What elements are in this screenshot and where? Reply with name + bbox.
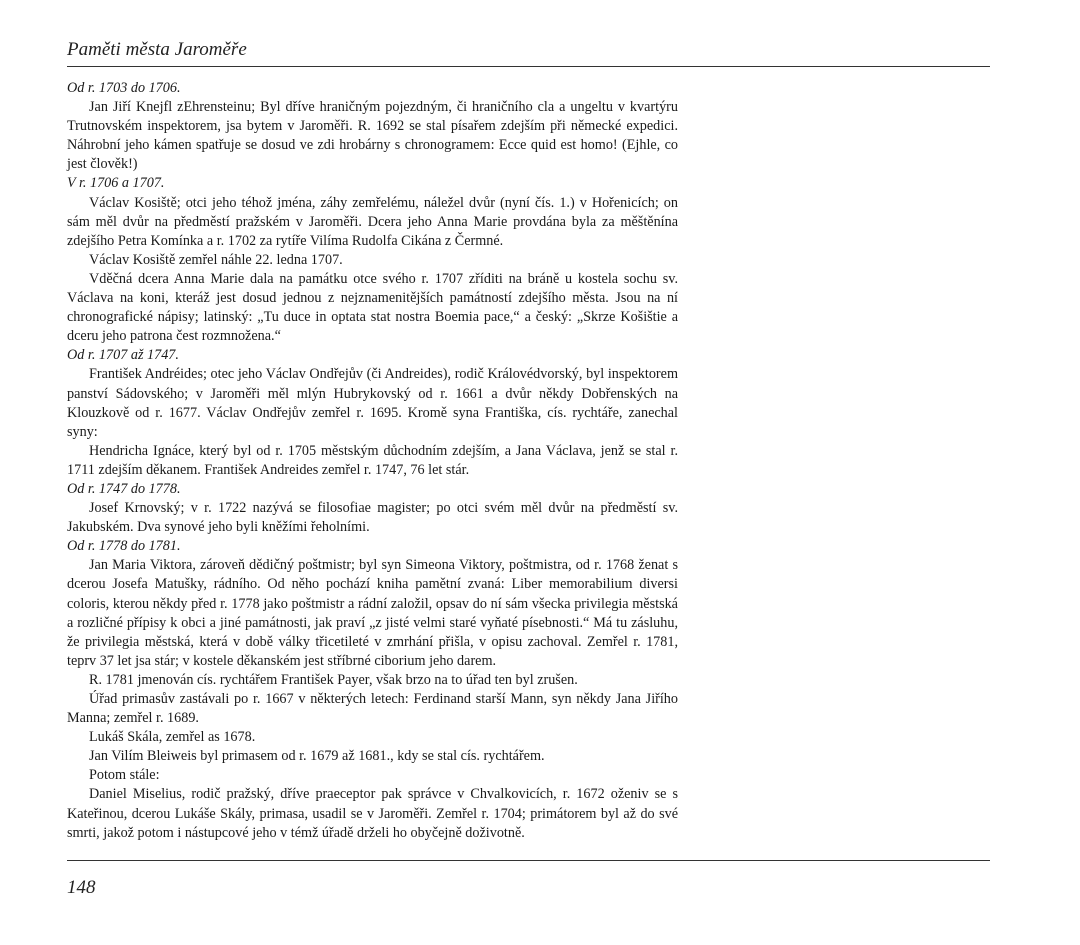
section-heading: Od r. 1703 do 1706. — [67, 80, 181, 96]
body-paragraph: Jan Vilím Bleiweis byl primasem od r. 1679 až 1681., kdy se stal cís. rychtářem. — [89, 748, 545, 765]
body-paragraph: Potom stále: — [89, 767, 160, 784]
body-paragraph: František Andréides; otec jeho Václav Ondřejův (či Andreides), rodič Královédvorský, byl inspektorem panství Sádovského; v Jaroměři měl mlýn Hubrykovský od r. 1661 a dvůr někdy Dobřenských na Klouzkově od r. 1677. Václav Ondřejův zemřel r. 1695. Kromě syna Františka, cís. rychtáře, zanechal syny: — [67, 366, 678, 440]
section-heading: V r. 1706 a 1707. — [67, 175, 165, 192]
page-number: 148 — [67, 877, 96, 898]
body-paragraph: Úřad primasův zastávali po r. 1667 v některých letech: Ferdinand starší Mann, syn někdy Jana Jiřího Manna; zemřel r. 1689. — [67, 691, 678, 727]
body-paragraph: Josef Krnovský; v r. 1722 nazývá se filosofiae magister; po otci svém měl dvůr na předměstí sv. Jakubském. Dva synové jeho byli kněžími řeholními. — [67, 500, 678, 536]
body-paragraph: Daniel Miselius, rodič pražský, dříve praeceptor pak správce v Chvalkovicích, r. 1672 oženiv se s Kateřinou, dcerou Lukáše Skály, primasa, usadil se v Jaroměři. Zemřel r. 1704; primátorem byl až do své smrti, jakož potom i nástupcové jeho v témž úřadě drželi ho obyčejně doživotně. — [67, 786, 678, 841]
section-heading: Od r. 1778 do 1781. — [67, 538, 181, 555]
body-paragraph: Jan Jiří Knejfl zEhrensteinu; Byl dříve hraničným pojezdným, či hraničního cla a ungeltu v kvartýru Trutnovském inspektorem, jsa bytem v Jaroměři. R. 1692 se stal písařem zdejším při německé expedici. Náhrobní jeho kámen spatřuje se dosud ve zdi hrobárny s chronogramem: Ecce quid est homo! (Ejhle, co jest člověk!) — [67, 99, 678, 173]
body-paragraph: Jan Maria Viktora, zároveň dědičný poštmistr; byl syn Simeona Viktory, poštmistra, od r. 1768 ženat s dcerou Josefa Matušky, rádního. Od něho pochází kniha pamětní zvaná: Liber memorabilium diversi coloris, kterou někdy před r. 1778 jako poštmistr a rádní založil, opsav do ní sám všecka privilegia městská a rozličné přípisy k obci a jiné památnosti, jak praví „z jisté velmi staré vyňaté písebnosti.“ Má tu zásluhu, že privilegia městská, která v době války třicetileté v zmrhání přišla, v opisu zachoval. Zemřel r. 1781, teprv 37 let jsa stár; v kostele děkanském jest stříbrné ciborium jeho darem. — [67, 557, 678, 669]
body-paragraph: Hendricha Ignáce, který byl od r. 1705 městským důchodním zdejším, a Jana Václava, jenž se stal r. 1711 zdejším děkanem. František Andreides zemřel r. 1747, 76 let stár. — [67, 442, 678, 478]
footer-rule — [67, 860, 990, 861]
section-heading: Od r. 1707 až 1747. — [67, 347, 179, 364]
body-paragraph: R. 1781 jmenován cís. rychtářem František Payer, však brzo na to úřad ten byl zrušen. — [89, 671, 578, 688]
main-text-block — [67, 79, 678, 843]
body-paragraph: Lukáš Skála, zemřel as 1678. — [89, 729, 256, 746]
header-rule — [67, 66, 990, 67]
section-heading: Od r. 1747 do 1778. — [67, 480, 181, 497]
body-paragraph: Václav Kosiště; otci jeho téhož jména, záhy zemřelému, náležel dvůr (nyní čís. 1.) v Hořenicích; on sám měl dvůr na předměstí pražském v Jaroměři. Dcera jeho Anna Marie provdána byla za měštěnína zdejšího Petra Komínka a r. 1702 za rytíře Vilíma Rudolfa Cikána z Čermné. — [67, 194, 678, 249]
body-paragraph: Vděčná dcera Anna Marie dala na památku otce svého r. 1707 zříditi na bráně u kostela sochu sv. Václava na koni, kteráž jest dosud jednou z nejznamenitějších památností zdejšího města. Jsou na ní chronografické nápisy; latinský: „Tu duce in optata stat nostra Boemia pace,“ a český: „Skrze Košištie a dceru jeho patrona čest rozmnožena.“ — [67, 270, 678, 345]
body-paragraph: Václav Kosiště zemřel náhle 22. ledna 1707. — [89, 251, 343, 268]
running-head-title: Paměti města Jaroměře — [67, 39, 247, 60]
